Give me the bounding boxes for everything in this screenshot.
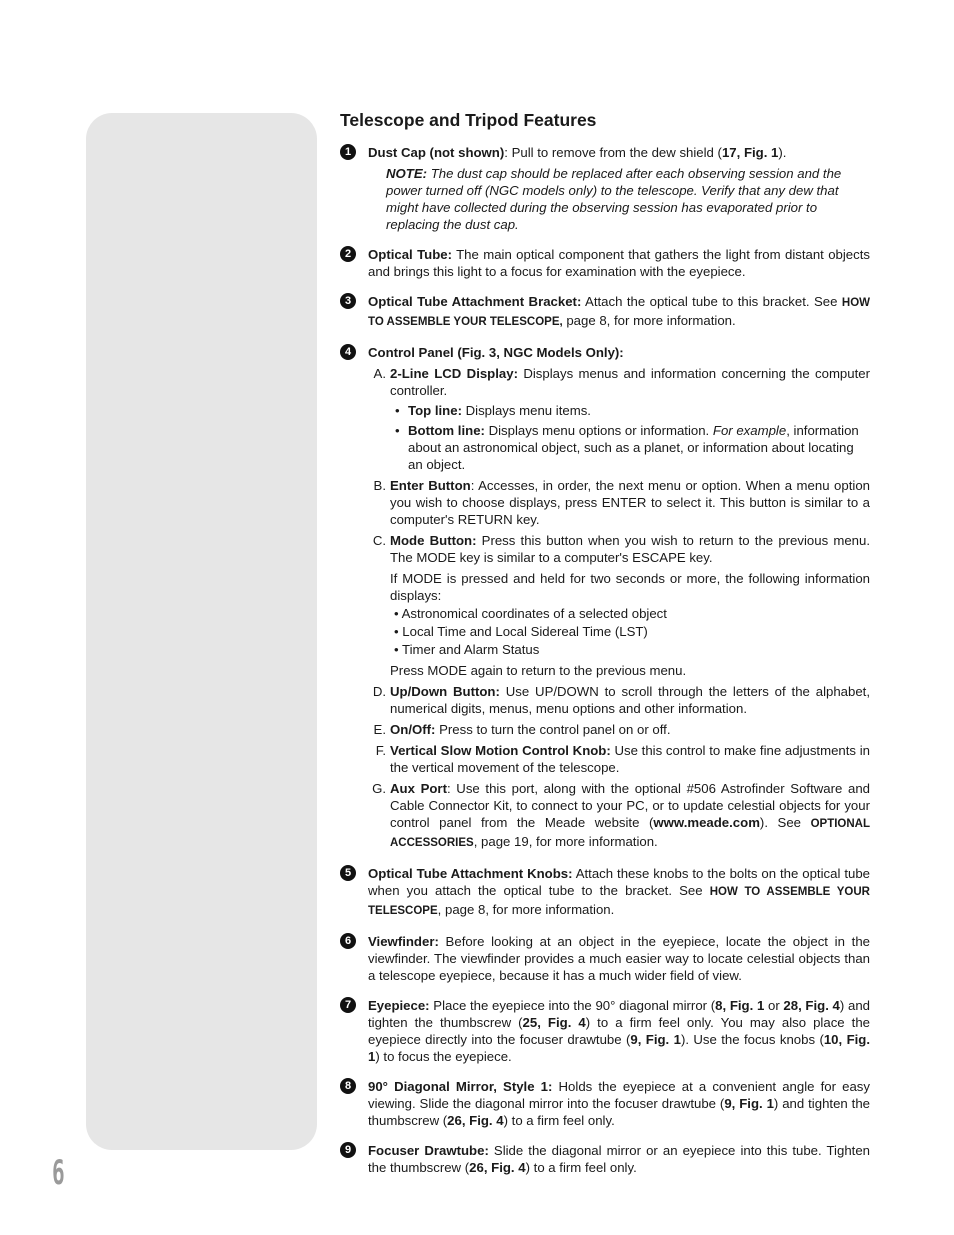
list-text: Astronomical coordinates of a selected object	[401, 606, 667, 621]
list-text: Timer and Alarm Status	[402, 642, 540, 657]
list-item: • Astronomical coordinates of a selected object	[394, 606, 667, 621]
feature-viewfinder	[340, 933, 870, 984]
feature-optical-tube	[340, 246, 870, 280]
feature-number: 3	[340, 293, 356, 309]
list-item: • Local Time and Local Sidereal Time (LST)	[394, 624, 648, 639]
cross-reference: OPTIONAL ACCESSORIES	[390, 818, 871, 849]
item-label: Aux Port	[390, 781, 447, 796]
feature-label: Dust Cap (not shown)	[368, 145, 505, 160]
website-url: www.meade.com	[653, 815, 760, 830]
item-label: Enter Button	[390, 478, 471, 493]
item-text: : Accesses, in order, the next menu or option. When a menu option you wish to choose displays, press ENTER to select it. This button is similar to a computer's RETURN key.	[390, 478, 870, 527]
feature-text: Before looking at an object in the eyepiece, locate the object in the viewfinder. The viewfinder provides a much easier way to locate celestial objects than a telescope eyepiece, because it has a much wider field of view.	[368, 934, 870, 983]
feature-text: Slide the diagonal mirror or an eyepiece into this tube. Tighten the thumbscrew (	[368, 1143, 870, 1175]
feature-text: ).	[778, 145, 787, 160]
control-item-onoff	[368, 721, 870, 738]
feature-text: page 8, for more information.	[562, 313, 736, 328]
feature-number: 1	[340, 144, 356, 160]
feature-text: : Pull to remove from the dew shield (	[504, 145, 722, 160]
figure-ref: 9, Fig. 1	[724, 1096, 774, 1111]
feature-text: or	[764, 998, 784, 1013]
page-title: Telescope and Tripod Features	[340, 110, 597, 130]
bullet-text: , information about an astronomical object, such as a planet, or information about locating an object.	[408, 423, 859, 472]
feature-number: 8	[340, 1078, 356, 1094]
control-item-aux-port	[368, 780, 870, 852]
note	[386, 165, 870, 233]
item-text: Use UP/DOWN to scroll through the letters of the alphabet, numerical digits, menus, menu options and other information.	[390, 684, 870, 716]
feature-attachment-knobs	[340, 865, 870, 920]
feature-eyepiece	[340, 997, 870, 1065]
item-text: Press to turn the control panel on or off.	[435, 722, 671, 737]
figure-ref: 26, Fig. 4	[447, 1113, 504, 1128]
item-letter: C.	[372, 533, 386, 548]
feature-number: 6	[340, 933, 356, 949]
cross-reference: HOW TO ASSEMBLE YOUR TELESCOPE	[368, 886, 870, 917]
feature-text: ) to a firm feel only. You may also place the eyepiece directly into the focuser drawtube (	[368, 1015, 871, 1047]
control-item-updown	[368, 683, 870, 717]
item-label: On/Off:	[390, 722, 436, 737]
item-letter: G.	[372, 781, 386, 796]
bullet-label: Bottom line:	[408, 423, 485, 438]
note-label: NOTE:	[386, 166, 428, 181]
control-item-enter	[368, 477, 870, 528]
bullet-label: Top line:	[408, 403, 462, 418]
item-paragraph: Press MODE again to return to the previous menu.	[390, 663, 687, 678]
feature-attachment-bracket	[340, 293, 870, 331]
feature-label: Optical Tube:	[368, 247, 452, 262]
item-letter: F.	[375, 743, 386, 758]
list-text: Local Time and Local Sidereal Time (LST)	[402, 624, 648, 639]
item-paragraph: If MODE is pressed and held for two seconds or more, the following information displays:	[390, 571, 870, 603]
item-label: Up/Down Button:	[390, 684, 500, 699]
feature-text: ) and tighten the thumbscrew (	[368, 1096, 870, 1128]
figure-ref: 9, Fig. 1	[630, 1032, 681, 1047]
item-label: Vertical Slow Motion Control Knob:	[390, 743, 611, 758]
bullet-text: Displays menu items.	[461, 403, 591, 418]
figure-ref: 25, Fig. 4	[522, 1015, 586, 1030]
feature-label: Viewfinder:	[368, 934, 439, 949]
item-letter: A.	[373, 366, 386, 381]
feature-text: Holds the eyepiece at a convenient angle for easy viewing. Slide the diagonal mirror into the focuser drawtube (	[368, 1079, 870, 1111]
feature-text: ) to a firm feel only.	[503, 1113, 615, 1128]
feature-text: Attach the optical tube to this bracket. See	[581, 294, 842, 309]
feature-number: 2	[340, 246, 356, 262]
feature-number: 9	[340, 1142, 356, 1158]
feature-dust-cap	[340, 144, 870, 233]
cross-reference: HOW TO ASSEMBLE YOUR TELESCOPE,	[368, 297, 870, 328]
feature-label: Eyepiece:	[368, 998, 430, 1013]
feature-control-panel	[340, 344, 870, 852]
bullet-emphasis: For example	[712, 423, 787, 438]
feature-text: ). Use the focus knobs (	[680, 1032, 824, 1047]
list-item: • Timer and Alarm Status	[394, 642, 540, 657]
bullet-text: Displays menu options or information.	[484, 423, 713, 438]
sidebar-panel	[86, 113, 317, 1150]
list-item: • Top line: Displays menu items.	[395, 403, 591, 418]
feature-diagonal-mirror	[340, 1078, 870, 1129]
item-text: , page 19, for more information.	[473, 834, 658, 849]
item-text: ). See	[759, 815, 811, 830]
figure-ref: 8, Fig. 1	[715, 998, 765, 1013]
feature-text: ) to focus the eyepiece.	[375, 1049, 512, 1064]
item-text: Use this control to make fine adjustments in the vertical movement of the telescope.	[390, 743, 870, 775]
feature-label: Focuser Drawtube:	[368, 1143, 489, 1158]
item-letter: B.	[373, 478, 386, 493]
control-item-mode	[368, 532, 870, 679]
feature-number: 5	[340, 865, 356, 881]
feature-text: Place the eyepiece into the 90° diagonal mirror (	[429, 998, 716, 1013]
item-letter: D.	[372, 684, 386, 699]
feature-text: ) to a firm feel only.	[525, 1160, 637, 1175]
item-text: Displays menus and information concerning the computer controller.	[390, 366, 870, 398]
item-label: 2-Line LCD Display:	[390, 366, 518, 381]
feature-number: 7	[340, 997, 356, 1013]
feature-focuser-drawtube	[340, 1142, 870, 1176]
item-label: Mode Button:	[390, 533, 477, 548]
item-text: Press this button when you wish to return to the previous menu. The MODE key is similar to a computer's ESCAPE key.	[390, 533, 870, 565]
feature-label: Optical Tube Attachment Knobs:	[368, 866, 573, 881]
feature-number: 4	[340, 344, 356, 360]
feature-text: ) and tighten the thumbscrew (	[368, 998, 870, 1030]
list-item: • Bottom line: Displays menu options or information. For example, information about an astronomical object, such as a planet, or information about locating an object.	[395, 423, 859, 472]
feature-label: Control Panel (Fig. 3, NGC Models Only):	[368, 345, 624, 360]
figure-ref: 26, Fig. 4	[469, 1160, 526, 1175]
control-item-slow-motion	[368, 742, 870, 776]
feature-text: The main optical component that gathers the light from distant objects and brings this light to a focus for examination with the eyepiece.	[368, 247, 870, 279]
figure-ref: 28, Fig. 4	[783, 998, 840, 1013]
item-text: : Use this port, along with the optional #506 Astrofinder Software and Cable Connector Kit, to connect to your PC, or to update celestial objects for your control panel from the Meade website (	[390, 781, 871, 830]
main-content	[340, 108, 870, 1189]
control-item-lcd	[368, 365, 870, 473]
item-letter: E.	[373, 722, 386, 737]
feature-label: 90° Diagonal Mirror, Style 1:	[368, 1079, 553, 1094]
figure-ref: 17, Fig. 1	[721, 145, 779, 160]
feature-text: , page 8, for more information.	[437, 902, 615, 917]
page-number: 6	[52, 1153, 65, 1193]
note-text: The dust cap should be replaced after each observing session and the power turned off (NGC models only) to the telescope. Verify that any dew that might have collected during the observing session has evaporated prior to replacing the dust cap.	[386, 166, 842, 232]
feature-text: Attach these knobs to the bolts on the optical tube when you attach the optical tube to the bracket. See	[368, 866, 870, 898]
figure-ref: 10, Fig. 1	[368, 1032, 871, 1064]
feature-label: Optical Tube Attachment Bracket:	[368, 294, 582, 309]
